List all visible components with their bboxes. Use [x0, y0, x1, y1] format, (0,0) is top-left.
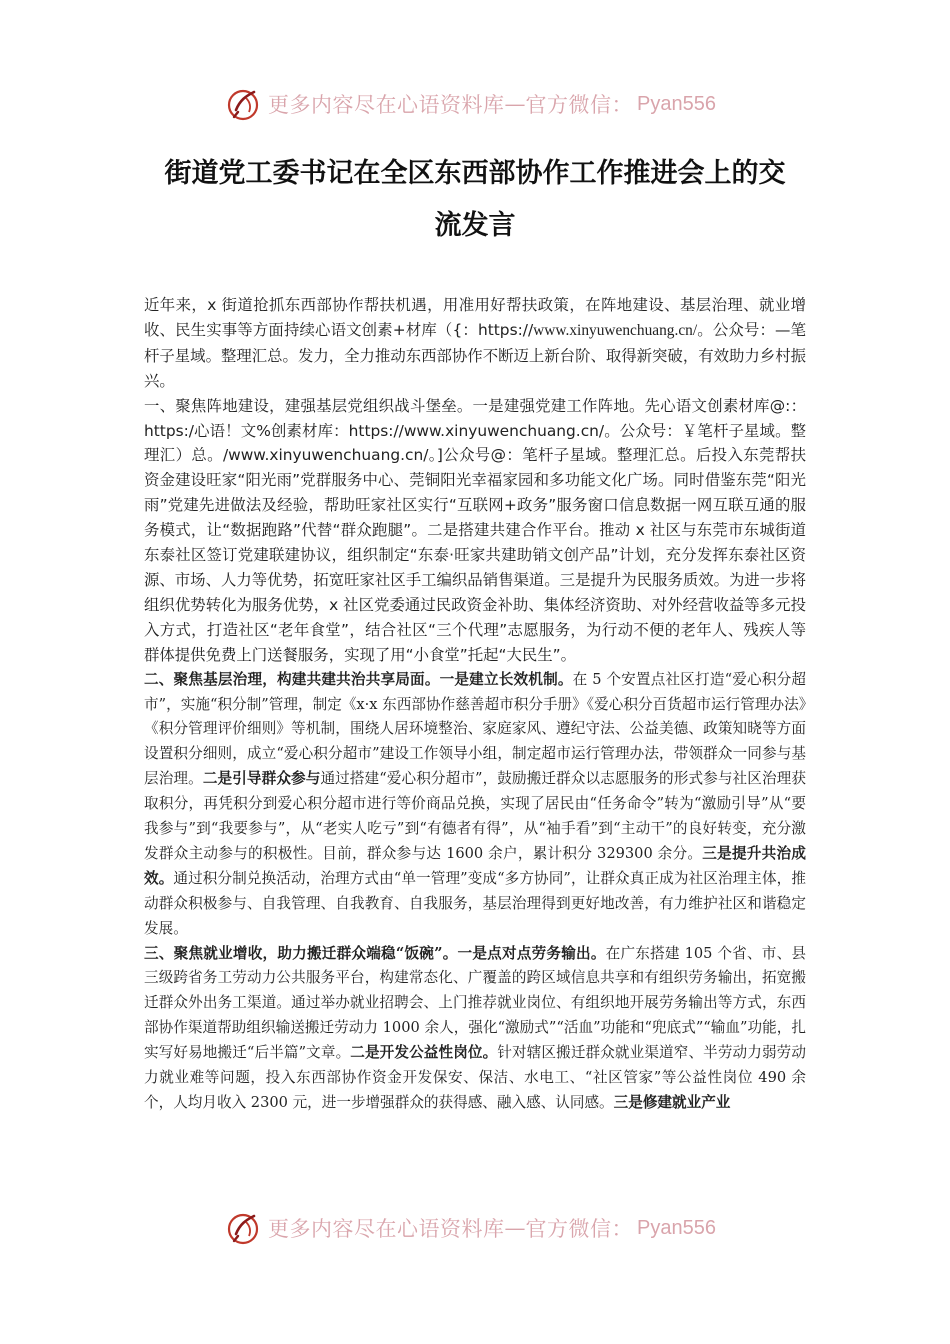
brand-logo-icon: [224, 1208, 264, 1248]
section-3-text-2: 针对辖区搬迁群众就业渠道窄、半劳动力弱劳动力就业难等问题，投入东西部协作资金开发保安、保洁、水电工、“社区管家”等公益性岗位 490 余个，人均月收入 2300 元，进一步增强群众的获得感、融入感、认同感。: [144, 1044, 806, 1111]
banner-text: 更多内容尽在心语资料库: [268, 93, 505, 117]
paragraph-section-1: [144, 394, 806, 668]
title-line-2: 流发言: [434, 210, 516, 241]
document-body: [144, 293, 806, 1116]
section-2-subheading-2: 二是引导群众参与: [202, 770, 321, 788]
section-2-subheading-3: 三是提升共治成效。: [144, 844, 806, 887]
intro-text-a: 近年来，x 街道抢抓东西部协作帮扶机遇，用准用好帮扶政策，在阵地建设、基层治理、就业增收、民生实事等方面持续心语文创素+材库（{：https://: [144, 296, 806, 339]
banner-separator: —: [504, 92, 526, 116]
section-3-heading: 三、聚焦就业增收，助力搬迁群众端稳“饭碗”。一是点对点劳务输出。: [144, 944, 606, 962]
intro-url: www.xinyuwenchuang.cn/: [533, 321, 698, 339]
title-line-1: 街道党工委书记在全区东西部协作工作推进会上的交: [164, 158, 786, 189]
banner-wechat-id: Pyan556: [637, 92, 716, 115]
section-1-text: 一、聚焦阵地建设，建强基层党组织战斗堡垒。一是建强党建工作阵地。先心语文创素材库@:：https:/心语！文%创素材库：https://www.xinyuwenchuang.cn/。公众号：￥笔杆子星域。整理汇）总。/www.xinyuwenchuang.cn/。]公众号@：笔杆子星域。整理汇总。后投入东莞帮扶资金建设旺家“阳光雨”党群服务中心、莞铜阳光幸福家园和多功能文化广场。同时借鉴东莞“阳光雨”党建先进做法及经验，帮助旺家社区实行“互联网+政务”服务窗口信息数据一网互联互通的服务模式，让“数据跑路”代替“群众跑腿”。二是搭建共建合作平台。推动 x 社区与东莞市东城街道东泰社区签订党建联建协议，组织制定“东泰·旺家共建助销文创产品”计划，充分发挥东泰社区资源、市场、人力等优势，拓宽旺家社区手工编织品销售渠道。三是提升为民服务质效。为进一步将组织优势转化为服务优势，x 社区党委通过民政资金补助、集体经济资助、对外经营收益等多元投入方式，打造社区“老年食堂”，结合社区“三个代理”志愿服务，为行动不便的老年人、残疾人等群体提供免费上门送餐服务，实现了用“小食堂”托起“大民生”。: [144, 396, 806, 664]
section-2-text-2: 通过搭建“爱心积分超市”，鼓励搬迁群众以志愿服务的形式参与社区治理获取积分，再凭积分到爱心积分超市进行等价商品兑换，实现了居民由“任务命令”转为“激励引导”从“要我参与”到“我要参与”，从“老实人吃亏”到“有德者有得”，从“袖手看”到“主动干”的良好转变，充分激发群众主动参与的积极性。目前，群众参与达 1600 余户，累计积分 329300 余分。: [144, 770, 806, 862]
section-3-subheading-2: 二是开发公益性岗位。: [350, 1044, 498, 1062]
banner-text: 更多内容尽在心语资料库: [268, 1217, 505, 1241]
banner-label: 官方微信：: [525, 1217, 633, 1241]
brand-logo-icon: [224, 84, 264, 124]
footer-banner: [224, 1208, 724, 1248]
banner-wechat-id: Pyan556: [637, 1216, 716, 1239]
banner-label: 官方微信：: [525, 93, 633, 117]
banner-separator: —: [504, 1216, 526, 1240]
header-banner: [224, 84, 724, 124]
paragraph-section-3: [144, 942, 806, 1116]
section-2-text-1: 在 5 个安置点社区打造“爱心积分超市”，实施“积分制”管理，制定《x·x 东西部协作慈善超市积分手册》《爱心积分百货超市运行管理办法》《积分管理评价细则》等机制，围绕人居环境整治、家庭家风、遵纪守法、公益美德、政策知晓等方面设置积分细则，成立“爱心积分超市”建设工作领导小组，制定超市运行管理办法，带领群众一同参与基层治理。: [144, 670, 806, 788]
paragraph-section-2: [144, 668, 806, 942]
section-3-subheading-3: 三是修建就业产业: [613, 1094, 731, 1111]
section-2-text-3: 通过积分制兑换活动，治理方式由“单一管理”变成“多方协同”，让群众真正成为社区治理主体，推动群众积极参与、自我管理、自我教育、自我服务，基层治理得到更好地改善，有力维护社区和谐稳定发展。: [144, 869, 806, 937]
document-title: [130, 148, 820, 252]
intro-text-c: 。公众号：—笔杆子星域。整理汇总。发力，全力推动东西部协作不断迈上新台阶、取得新突破，有效助力乡村振兴。: [144, 320, 806, 390]
section-3-text-1: 在广东搭建 105 个省、市、县三级跨省务工劳动力公共服务平台，构建常态化、广覆盖的跨区域信息共享和有组织劳务输出，拓宽搬迁群众外出务工渠道。通过举办就业招聘会、上门推荐就业岗位、有组织地开展劳务输出等方式，东西部协作渠道帮助组织输送搬迁劳动力 1000 余人，强化“激励式”“活血”功能和“兜底式”“输血”功能，扎实写好易地搬迁“后半篇”文章。: [144, 944, 806, 1062]
paragraph-intro: [144, 293, 806, 394]
section-2-heading: 二、聚焦基层治理，构建共建共治共享局面。一是建立长效机制。: [144, 670, 573, 688]
